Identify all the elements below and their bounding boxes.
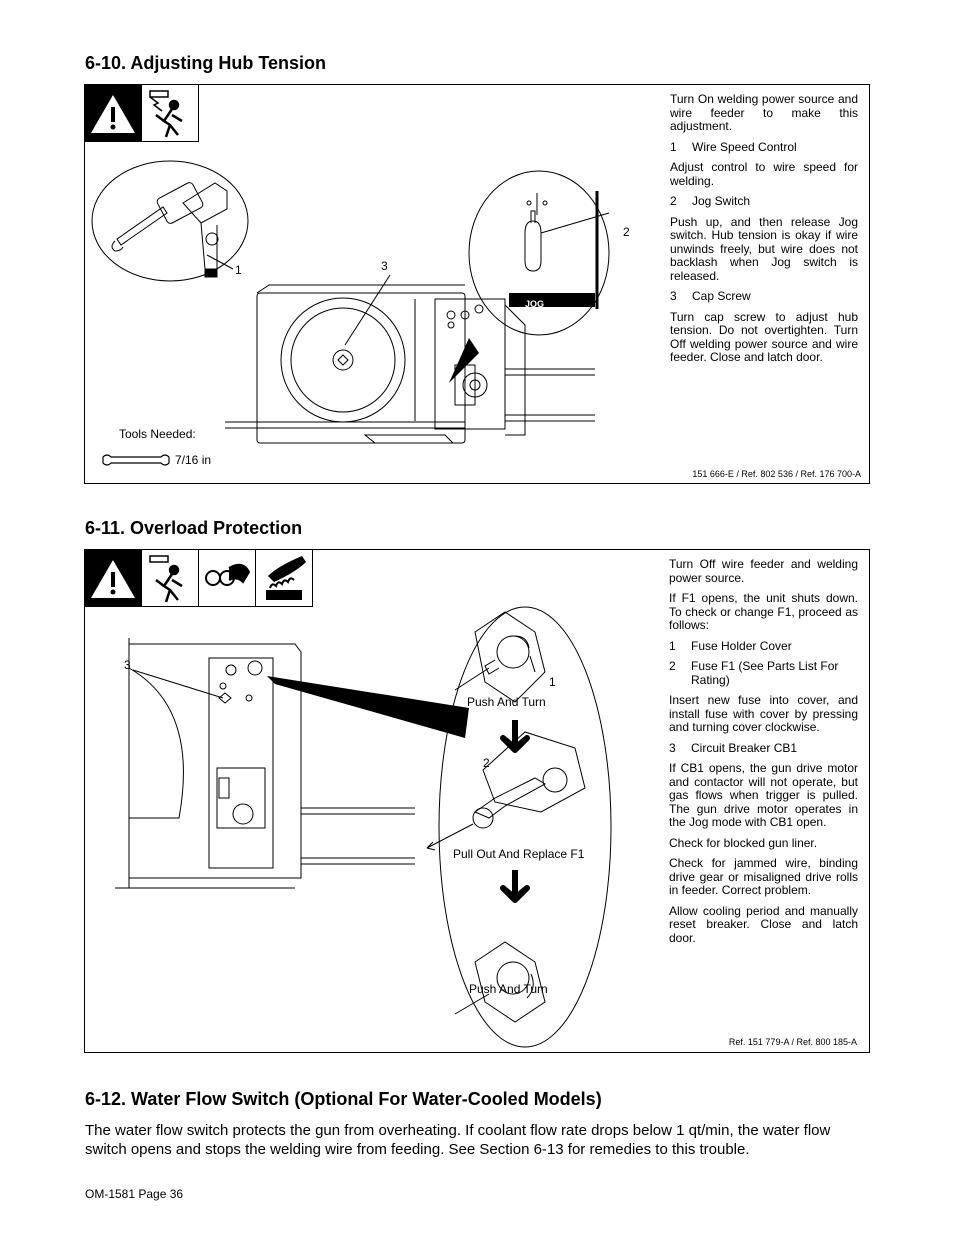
item-desc: Push up, and then release Jog switch. Hub tension is okay if wire unwinds freely, but wire does not backlash when Jog switch is released. [670,214,858,283]
section-612-body: The water flow switch protects the gun from overheating. If coolant flow rate drops below 1 qt/min, the water flow switch opens and stops the welding wire from feeding. See Section 6-13 for remedies to this trouble. [85,1122,831,1158]
item-desc: Adjust control to wire speed for welding. [670,160,858,188]
callout-1: 1 [549,675,556,689]
callout-3: 3 [124,658,131,672]
intro-text-2: If F1 opens, the unit shuts down. To check or change F1, proceed as follows: [669,591,858,632]
cb-text: If CB1 opens, the gun drive motor and contactor will not operate, but gas flows when trigger is pulled. The gun drive motor operates in the Jog mode with CB1 open. [669,761,858,829]
figure-reference: Ref. 151 779-A / Ref. 800 185-A [728,1037,857,1047]
insert-text: Insert new fuse into cover, and install fuse with cover by pressing and turning cover clockwise. [669,693,858,734]
warning-icons-bar [85,85,199,142]
page-footer: OM-1581 Page 36 [85,1187,184,1201]
electric-shock-icon [142,550,199,607]
tools-needed-label: Tools Needed: [119,427,196,441]
list-item: 1 Wire Speed Control [670,139,797,154]
tool-size: 7/16 in [175,453,212,467]
figure-reference: 151 666-E / Ref. 802 536 / Ref. 176 700-A [692,469,861,479]
section-611-figure-box [84,549,870,1053]
step-label-1: Push And Turn [467,695,546,709]
list-item: 3 Cap Screw [670,289,751,303]
step-label-2: Pull Out And Replace F1 [453,847,585,861]
hot-parts-icon [256,550,313,607]
warning-icons-bar [85,550,313,607]
list-item: 2 Jog Switch [670,194,751,208]
jog-label: JOG [525,299,545,309]
check-text-1: Check for blocked gun liner. [669,835,818,850]
jog-switch-detail [469,153,609,323]
list-item: 1 Fuse Holder Cover [669,638,792,653]
list-item: 2 Fuse F1 (See Parts List For Rating) [669,659,839,687]
callout-2: 2 [623,225,630,239]
fuse-replace-steps [435,602,615,1042]
list-item: 3 Circuit Breaker CB1 [669,740,798,755]
intro-text: Turn On welding power source and wire feeder to make this adjustment. [670,92,858,133]
callout-2: 2 [483,756,490,770]
warning-triangle-icon [85,85,142,142]
step-label-3: Push And Turn [469,982,548,996]
warning-triangle-icon [85,550,142,607]
moving-parts-icon [199,550,256,607]
item-desc: Turn cap screw to adjust hub tension. Do not overtighten. Turn Off welding power source and wire feeder. Close and latch door. [670,309,858,364]
callout-3: 3 [381,259,388,273]
check-text-2: Check for jammed wire, binding drive gear or misaligned drive rolls in feeder. Correct problem. [669,856,858,897]
allow-text: Allow cooling period and manually reset breaker. Close and latch door. [669,903,858,945]
intro-text: Turn Off wire feeder and welding power source. [669,557,858,585]
section-610-instructions [670,93,858,372]
section-612-title: 6-12. Water Flow Switch (Optional For Water-Cooled Models) [85,1089,602,1109]
section-610-title: 6-10. Adjusting Hub Tension [85,53,327,73]
callout-1: 1 [235,263,242,277]
section-610-figure-box [84,84,870,484]
section-611-title: 6-11. Overload Protection [85,518,303,538]
section-611-instructions [669,558,858,952]
wrench-icon [101,453,171,467]
electric-shock-icon [142,85,199,142]
